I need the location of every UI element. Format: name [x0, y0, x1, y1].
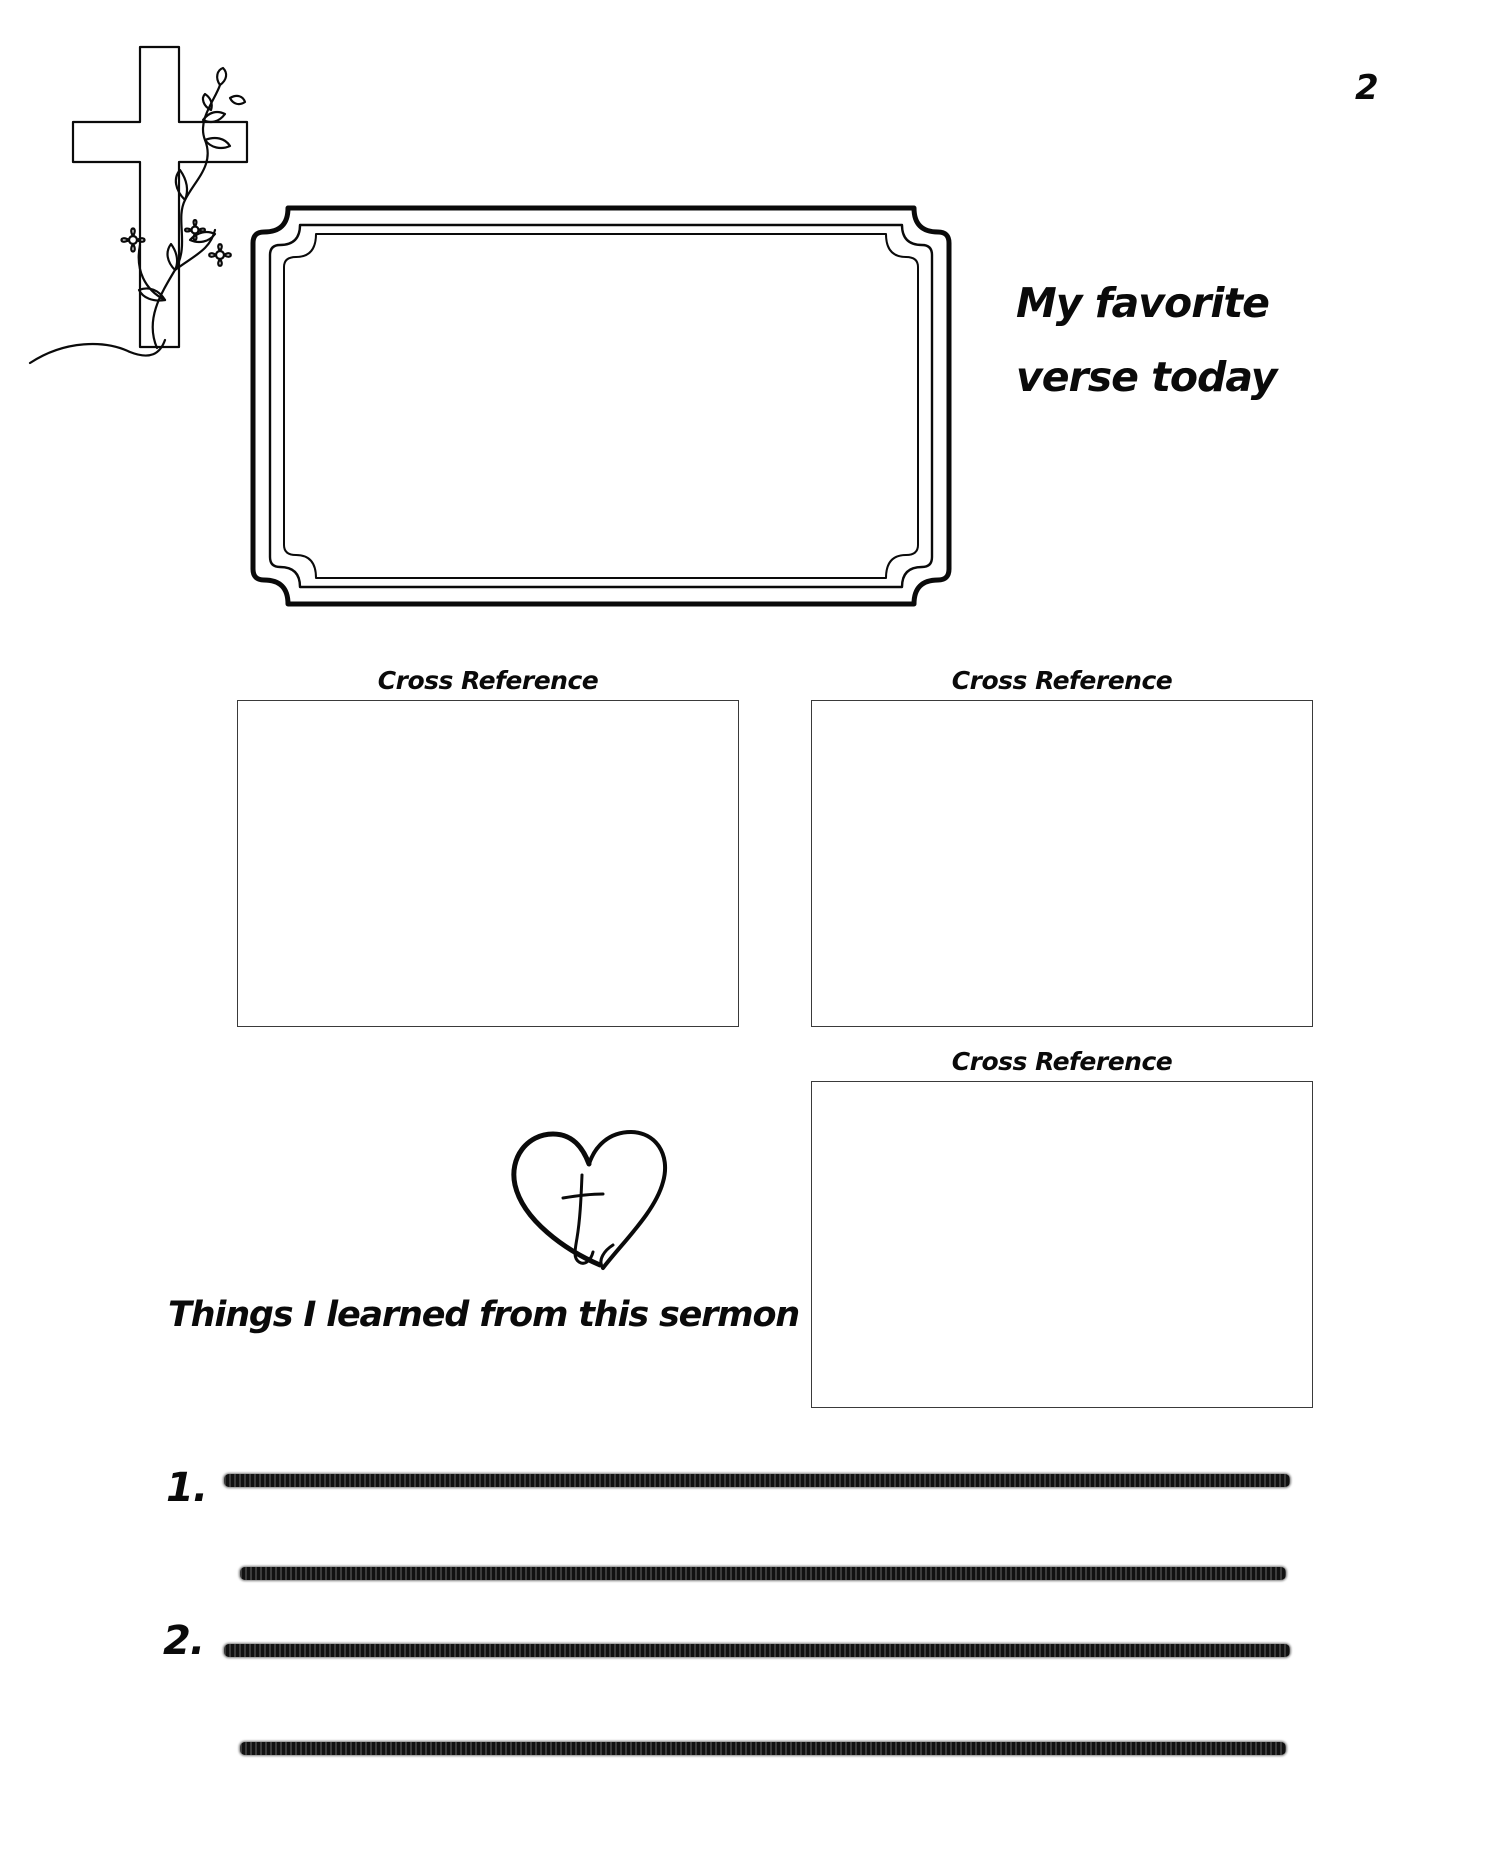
writing-line[interactable]	[240, 1742, 1286, 1755]
floral-cross-icon	[25, 40, 265, 370]
item-number: 1.	[166, 1465, 208, 1511]
favorite-verse-title-line2: verse today	[1016, 353, 1277, 401]
cross-reference-box[interactable]	[811, 700, 1313, 1027]
cross-reference-label: Cross Reference	[951, 1047, 1173, 1076]
cross-reference-label: Cross Reference	[951, 666, 1173, 695]
learned-section-title: Things I learned from this sermon	[168, 1295, 800, 1335]
heart-cross-icon	[505, 1120, 675, 1280]
verse-frame[interactable]	[250, 205, 952, 607]
cross-reference-box[interactable]	[237, 700, 739, 1027]
cross-reference-label: Cross Reference	[377, 666, 599, 695]
favorite-verse-title-line1: My favorite	[1016, 279, 1269, 327]
writing-line[interactable]	[240, 1567, 1286, 1580]
page-number: 2	[1355, 68, 1379, 108]
favorite-verse-title	[1016, 266, 1346, 414]
cross-reference-box[interactable]	[811, 1081, 1313, 1408]
writing-line[interactable]	[224, 1474, 1290, 1487]
item-number: 2.	[163, 1618, 205, 1664]
writing-line[interactable]	[224, 1644, 1290, 1657]
